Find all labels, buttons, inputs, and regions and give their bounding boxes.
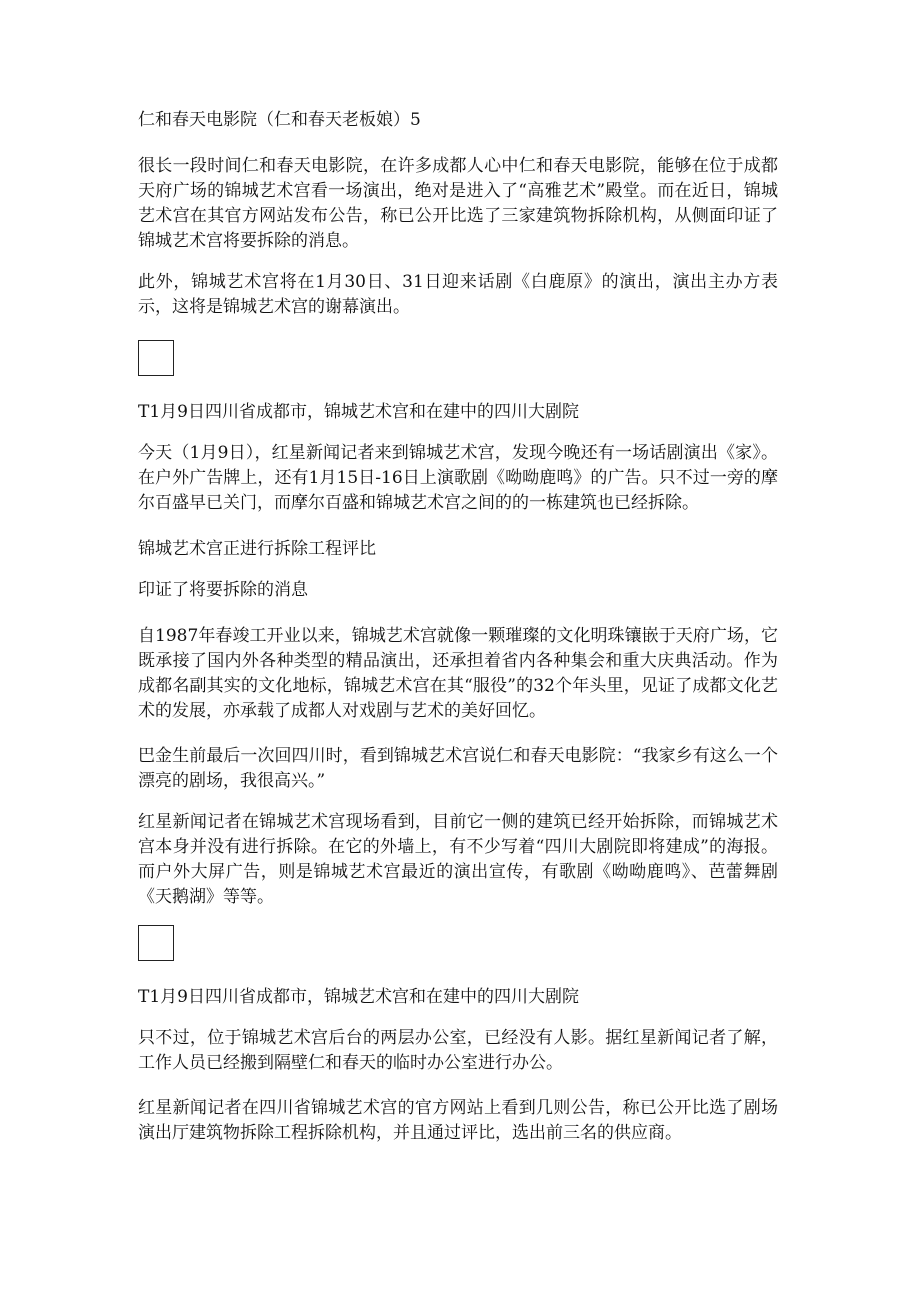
image-placeholder-1 [138, 340, 174, 376]
document-title: 仁和春天电影院（仁和春天老板娘）5 [138, 110, 421, 130]
paragraph-1: 很长一段时间仁和春天电影院，在许多成都人心中仁和春天电影院，能够在位于成都天府广场的锦城艺术宫看一场演出，绝对是进入了“高雅艺术”殿堂。而在近日，锦城艺术宫在其官方网站发布公告，称已公开比选了三家建筑物拆除机构，从侧面印证了锦城艺术宫将要拆除的消息。 [138, 156, 778, 251]
paragraph-7: 只不过，位于锦城艺术宫后台的两层办公室，已经没有人影。据红星新闻记者了解，工作人员已经搬到隔壁仁和春天的临时办公室进行办公。 [138, 1028, 778, 1073]
section-heading-2: 印证了将要拆除的消息 [138, 580, 308, 600]
photo-caption-1: T1月9日四川省成都市，锦城艺术宫和在建中的四川大剧院 [138, 402, 579, 422]
section-heading-1: 锦城艺术宫正进行拆除工程评比 [138, 539, 376, 559]
paragraph-5: 巴金生前最后一次回四川时，看到锦城艺术宫说仁和春天电影院：“我家乡有这么一个漂亮的剧场，我很高兴。” [138, 746, 778, 791]
image-placeholder-2 [138, 925, 174, 961]
paragraph-3: 今天（1月9日），红星新闻记者来到锦城艺术宫，发现今晚还有一场话剧演出《家》。在户外广告牌上，还有1月15日-16日上演歌剧《呦呦鹿鸣》的广告。只不过一旁的摩尔百盛早已关门，而摩尔百盛和锦城艺术宫之间的的一栋建筑也已经拆除。 [138, 443, 778, 513]
paragraph-8: 红星新闻记者在四川省锦城艺术宫的官方网站上看到几则公告，称已公开比选了剧场演出厅建筑物拆除工程拆除机构，并且通过评比，选出前三名的供应商。 [138, 1098, 778, 1143]
paragraph-6: 红星新闻记者在锦城艺术宫现场看到，目前它一侧的建筑已经开始拆除，而锦城艺术宫本身并没有进行拆除。在它的外墙上，有不少写着“四川大剧院即将建成”的海报。而户外大屏广告，则是锦城艺术宫最近的演出宣传，有歌剧《呦呦鹿鸣》、芭蕾舞剧《天鹅湖》等等。 [138, 812, 778, 907]
photo-caption-2: T1月9日四川省成都市，锦城艺术宫和在建中的四川大剧院 [138, 987, 579, 1007]
paragraph-4: 自1987年春竣工开业以来，锦城艺术宫就像一颗璀璨的文化明珠镶嵌于天府广场，它既承接了国内外各种类型的精品演出，还承担着省内各种集会和重大庆典活动。作为成都名副其实的文化地标，锦城艺术宫在其“服役”的32个年头里，见证了成都文化艺术的发展，亦承载了成都人对戏剧与艺术的美好回忆。 [138, 626, 778, 721]
paragraph-2: 此外，锦城艺术宫将在1月30日、31日迎来话剧《白鹿原》的演出，演出主办方表示，这将是锦城艺术宫的谢幕演出。 [138, 272, 778, 317]
